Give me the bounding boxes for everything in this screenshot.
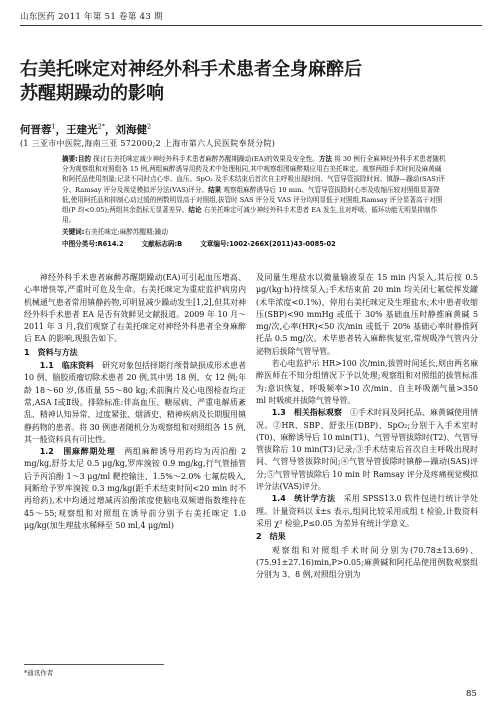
subsection-text: 研究对象包括择期行颅骨缺损成形术患者 10 例、脑胶质瘤切除术患者 20 例,其中男 18 例、女 12 例;年龄 18～60 岁,体质量 55～80 kg;术前胸片及心电图检查均正常,ASA Ⅰ或Ⅱ级。排除标准:伴高血压、糖尿病、严重电解质紊乱、精神认知异常、过度紧张、烟酒史、精神疾病及长期服用镇静药物的患者。将 30 例患者随机分为观察组和对照组各 15 例,其一般资料具有可比性。 [24,361,246,444]
author-affiliation-mark: 2 [147,122,152,131]
subsection-label: 1.1 临床资料 [39,361,94,371]
intro-paragraph: 神经外科手术患者麻醉苏醒期躁动(EA)可引起血压增高、心率增快等,严重时可危及生命。右美托咪定为重症监护病房内机械通气患者常用镇静药物,可明显减少躁动发生[1,2],但其对神经外科手术患者 EA 是否有效鲜见文献报道。2009 年 10 月～2011 年 3 月,我们观察了右美托咪定对神经外科患者全身麻醉后 EA 的影响,现报告如下。 [24,273,246,344]
continued-paragraph: 及同量生理盐水以微量输液泵在 15 min 内泵入,其后按 0.5 μg/(kg·h)持续泵入;手术结束前 20 min 均关闭七氟烷挥发罐(术毕浓度<0.1%)、停用右美托咪定及生理盐水;术中患者收缩压(SBP)<90 mmHg 或低于 30% 基础血压时静推麻黄碱 5 mg/次,心率(HR)<50 次/min 或低于 20% 基础心率时静推阿托品 0.5 mg/次。术毕患者转入麻醉恢复室,常规吸净气管内分泌物后拔除气管导管。 [256,273,478,356]
aim-label: 目的 [77,155,92,163]
clc-number: 中图分类号:R614.2 [62,239,124,248]
title-line-1: 右美托咪定对神经外科手术患者全身麻醉后 [20,59,362,80]
aim-text: 探讨右美托咪定减少神经外科手术患者麻醉苏醒期躁动(EA)的效果及安全性。 [91,155,319,163]
section-heading: 2 结果 [256,532,286,542]
section-heading: 1 资料与方法 [24,347,78,357]
article-number: 文章编号:1002-266X(2011)43-0085-02 [200,239,336,248]
subsection-label: 1.4 统计学方法 [271,494,336,504]
subsection-label: 1.3 相关指标观察 [271,408,342,418]
clinical-data-paragraph [24,360,246,446]
extubation-paragraph: 若心电监护示 HR>100 次/min,拔管时间延长,则由两名麻醉医师在不知分组情况下予以处理;观察组和对照组的拔管标准为:意识恢复、呼吸频率>10 次/min、自主呼吸潮气量>350 ml 时吸痰并拔除气管导管。 [256,359,478,405]
author-affiliation-mark: 2* [97,122,106,131]
result-text: 观察组麻醉诱导后 10 min、气管导管拔除时心率及收缩压较对照组显著降低,使用阿托品和抑制心动过缓的例数明显高于对照组,拔管时 SAS 评分及 VAS 评分均明显低于对照组,Ramsay 评分显著高于对照组(P 均<0.05);两组其余指标无显著差异。 [62,185,443,215]
conclusion-label: 结论 [188,206,202,215]
article-title [20,58,480,106]
journal-header: 山东医药 2011 年第 51 卷第 43 期 [20,10,482,26]
body-column-right [256,272,478,581]
method-label: 方法 [318,155,333,163]
title-line-2: 苏醒期躁动的影响 [20,83,164,104]
author-separator: ， [105,124,116,136]
abstract-label: 摘要: [62,155,78,163]
author-name: 何晋蓉 [20,124,52,136]
abstract-block [62,154,446,249]
subsection-label: 1.2 围麻醉期处理 [39,447,116,457]
author-separator: ， [55,124,67,136]
classification-line [62,239,446,249]
subsection-text: 两组麻醉诱导用药均为丙泊酚 2 mg/kg,舒芬太尼 0.5 μg/kg,罗库溴铵 0.9 mg/kg,行气管插管后予丙泊酚 1～3 μg/ml 靶控输注、1.5%～2.0% 七氟烷吸入,间断给予罗库溴铵 0.3 mg/kg(距手术结束时间<20 min 时不再给药),术中均通过增减丙泊酚浓度使脑电双频谱指数维持在 45～55;观察组和对照组在诱导前分别予右美托咪定 1.0 μg/kg(加生理盐水稀释至 50 ml,4 μg/ml) [24,447,247,530]
conclusion-text: 右美托咪定可减少神经外科手术患者 EA 发生,且对呼吸、循环功能无明显抑制作用。 [62,206,438,225]
keywords-line [62,227,446,237]
page-number: 85 [466,689,477,699]
keywords-label: 关键词: [62,228,85,237]
keywords-text: 右美托咪定;麻醉苏醒期;躁动 [84,228,168,237]
author-name: 王建光 [66,124,98,136]
result-label: 结果 [208,185,222,194]
abstract-body [62,154,446,225]
author-list [20,122,480,137]
body-column-left [24,272,246,532]
statistics-paragraph [256,493,478,530]
author-name: 刘海健 [115,124,148,136]
indicators-paragraph [256,407,478,493]
subsection-text: 采用 SPSS13.0 软件包进行统计学处理。计量资料以 x̄±s 表示,组间比较采用成组 t 检验,计数资料采用 χ² 检验,P≤0.05 为差异有统计学意义。 [256,494,478,528]
anesthesia-paragraph [24,446,246,532]
method-text: 将 30 例行全麻神经外科手术患者随机分为观察组和对照组各 15 例,两组麻醉诱导用药及术中处理相同,其中观察组围麻醉期应用右美托咪定。观察两组手术时间及麻黄碱和阿托品使用剂量;记录不同时点心率、血压、SpO₂ 及手术结束后首次自主呼吸出现时间、气管导管拔除时间、镇静—躁动(SAS)评分、Ramsay 评分及视觉模拟评分法(VAS)评分。 [62,155,446,194]
subsection-text: ①手术时间及阿托品、麻黄碱使用情况。②HR、SBP、舒张压(DBP)、SpO₂;分别于入手术室时(T0)、麻醉诱导后 10 min(T1)、气管导管拔除时(T2)、气管导管拔除后 10 min(T3)记录;③手术结束后首次自主呼吸出现时间、气管导管拔除时间;④气管导管拔除时镇静—躁动(SAS)评分;⑤气管导管拔除后 10 min 时 Ramsay 评分及疼痛视觉模拟评分法(VAS)评分。 [256,408,478,492]
author-affiliation-mark: 1 [51,122,56,131]
document-code: 文献标志码:B [141,239,183,248]
corresponding-author-footnote: *通讯作者 [24,664,164,677]
affiliation: (1 三亚市中医院,海南三亚 572000;2 上海市第六人民医院奉贤分院) [20,139,276,148]
results-paragraph: 观察组和对照组手术时间分别为(70.78±13.69)、(75.91±27.16)min,P>0.05;麻黄碱和阿托品使用例数观察组分别为 3、8 例,对照组分别为 [256,545,478,580]
